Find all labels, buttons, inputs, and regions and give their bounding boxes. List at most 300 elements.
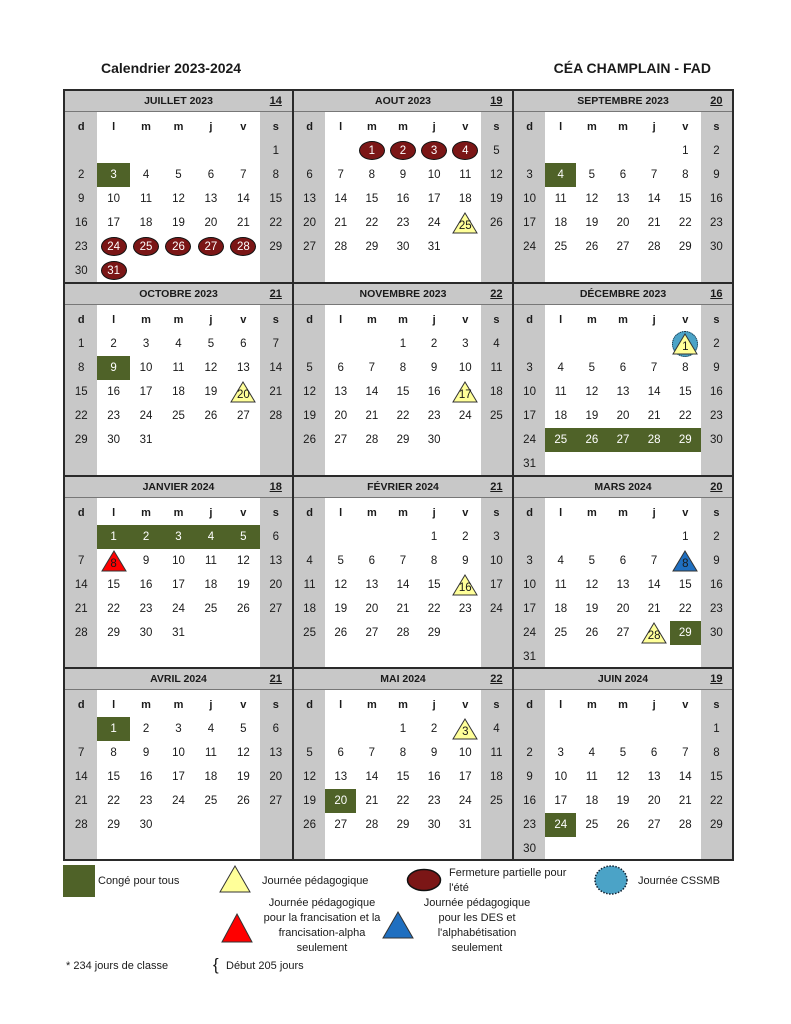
day-cell [294,380,325,404]
day-number: 18 [554,603,568,615]
day-number: 16 [139,771,153,783]
day-number: 8 [399,362,407,374]
day-cell [607,813,638,837]
day-number: 26 [204,410,218,422]
day-cell [356,163,387,187]
day-cell [514,452,545,475]
day-cell [450,163,481,187]
day-cell [514,573,545,597]
day-header: d [306,507,313,519]
day-cell [356,573,387,597]
day-cell [325,813,356,837]
day-cell [97,525,129,549]
day-cell [227,765,259,789]
day-number: 9 [78,193,85,205]
day-number: 28 [334,241,348,253]
day-cell [481,380,512,404]
day-cell [639,813,670,837]
day-cell [481,597,512,621]
day-cell [419,139,450,163]
day-cell [356,404,387,428]
day-cell [227,380,259,404]
day-cell [514,187,545,211]
day-cell [260,717,292,741]
day-cell [195,741,227,765]
day-number: 10 [523,386,536,398]
day-number: 13 [334,386,348,398]
day-cell [607,597,638,621]
month-block [514,669,732,859]
day-number: 18 [303,603,316,615]
day-cell [97,235,129,259]
day-cell [450,525,481,549]
day-number: 22 [678,603,692,615]
month-block [294,284,512,475]
day-header: l [339,507,343,519]
day-cell [65,404,97,428]
day-number: 2 [713,338,720,350]
day-number: 7 [682,747,689,759]
day-cell [419,211,450,235]
day-number: 28 [236,241,250,253]
day-number: 17 [172,771,185,783]
day-number: 16 [710,193,723,205]
day-header: d [77,699,85,711]
week-count: 22 [490,673,503,685]
day-number: 31 [523,651,536,663]
day-number: 27 [365,627,379,639]
day-number: 25 [139,241,153,253]
month-name: FÉVRIER 2024 [367,481,439,493]
day-number: 11 [554,579,567,591]
day-cell [97,741,129,765]
day-cell [514,404,545,428]
day-number: 21 [678,795,692,807]
week-count: 21 [269,288,282,300]
day-cell [356,597,387,621]
day-number: 5 [175,169,182,181]
day-cell [419,235,450,259]
day-number: 3 [175,723,182,735]
month-name: NOVEMBRE 2023 [359,288,447,300]
day-number: 30 [139,627,153,639]
day-number: 18 [585,795,599,807]
day-number: 25 [204,795,218,807]
day-cell [670,813,701,837]
day-number: 15 [396,386,410,398]
day-number: 8 [399,747,407,759]
day-cell [514,380,545,404]
day-number: 17 [427,193,441,205]
day-number: 10 [458,747,472,759]
day-number: 16 [523,795,536,807]
day-header: m [398,121,408,133]
day-number: 29 [269,241,283,253]
day-cell [701,621,732,645]
day-number: 13 [204,193,218,205]
day-cell [97,163,129,187]
day-cell [576,211,607,235]
day-number: 6 [619,555,627,567]
day-cell [701,573,732,597]
day-header: v [462,121,469,133]
day-cell [639,765,670,789]
day-header: j [209,699,213,711]
day-number: 25 [490,410,503,422]
day-cell [227,211,259,235]
day-cell [576,597,607,621]
day-cell [356,356,387,380]
day-number: 21 [269,386,283,398]
day-cell [65,211,97,235]
day-cell [65,259,97,282]
week-count: 19 [490,95,503,107]
day-number: 22 [427,603,441,615]
day-number: 1 [272,145,279,157]
day-number: 3 [526,169,533,181]
day-number: 19 [334,603,348,615]
day-number: 24 [554,819,568,831]
day-number: 28 [396,627,410,639]
day-header: l [559,507,563,519]
day-number: 20 [334,795,348,807]
day-number: 24 [458,410,472,422]
day-cell [97,380,129,404]
day-number: 1 [399,723,407,735]
month-block [514,477,732,667]
day-cell [97,211,129,235]
week-count: 20 [710,481,723,493]
legend-conge-label: Congé pour tous [98,875,180,887]
day-cell [514,428,545,452]
day-number: 27 [269,795,283,807]
day-cell [294,187,325,211]
day-number: 20 [616,603,630,615]
day-cell [514,597,545,621]
day-number: 31 [172,627,185,639]
day-header: m [173,507,184,519]
day-cell [195,356,227,380]
day-number: 31 [458,819,472,831]
day-number: 30 [74,265,88,277]
day-number: 31 [139,434,153,446]
day-number: 5 [588,362,596,374]
day-header: l [339,121,343,133]
day-cell [130,211,162,235]
day-number: 23 [396,217,410,229]
month-block [294,669,512,859]
day-number: 24 [172,795,185,807]
day-number: 18 [490,771,503,783]
day-cell [481,741,512,765]
day-cell [481,789,512,813]
day-header: l [339,314,343,326]
day-number: 9 [462,555,469,567]
day-cell [387,404,418,428]
day-number: 2 [78,169,85,181]
day-number: 1 [682,145,689,157]
day-number: 14 [74,579,88,591]
day-cell [260,211,292,235]
day-number: 3 [110,169,117,181]
day-cell [65,356,97,380]
day-number: 18 [490,386,503,398]
day-cell [325,621,356,645]
day-number: 15 [427,579,441,591]
day-number: 21 [365,410,379,422]
month-block [514,284,732,475]
day-cell [227,717,259,741]
day-cell [325,235,356,259]
day-cell [576,789,607,813]
day-number: 22 [678,410,692,422]
day-cell [227,163,259,187]
day-number: 25 [554,434,568,446]
day-number: 29 [678,241,692,253]
day-number: 10 [523,579,536,591]
day-cell [294,621,325,645]
day-number: 6 [619,169,627,181]
day-number: 27 [647,819,661,831]
day-header: v [462,314,469,326]
day-cell [356,741,387,765]
day-cell [701,163,732,187]
day-number: 29 [678,434,692,446]
day-number: 10 [107,193,121,205]
day-cell [97,573,129,597]
day-number: 14 [647,386,661,398]
day-cell [670,621,701,645]
day-cell [670,597,701,621]
day-number: 7 [368,362,376,374]
day-number: 15 [269,193,283,205]
day-number: 29 [427,627,441,639]
day-number: 19 [585,410,599,422]
day-cell [545,187,576,211]
day-cell [701,789,732,813]
day-number: 8 [368,169,376,181]
day-number: 10 [139,362,153,374]
day-number: 6 [368,555,376,567]
day-number: 30 [523,843,536,855]
day-number: 21 [74,603,88,615]
day-cell [701,525,732,549]
day-number: 19 [616,795,630,807]
day-number: 6 [240,338,247,350]
day-cell [97,187,129,211]
day-number: 29 [678,627,692,639]
month-name: MAI 2024 [380,673,426,685]
day-number: 20 [616,410,630,422]
day-cell [387,597,418,621]
day-number: 22 [396,410,410,422]
day-number: 20 [236,389,250,401]
school-name: CÉA CHAMPLAIN - FAD [553,60,711,76]
day-cell [97,765,129,789]
day-number: 8 [110,747,117,759]
day-number: 14 [334,193,348,205]
day-cell [162,621,194,645]
day-number: 11 [554,193,567,205]
day-cell [260,765,292,789]
day-header: d [526,121,533,133]
day-cell [670,380,701,404]
day-number: 13 [616,386,630,398]
day-number: 1 [682,341,689,353]
day-cell [576,404,607,428]
day-number: 8 [110,558,117,570]
day-number: 5 [588,169,596,181]
day-number: 4 [142,169,150,181]
day-number: 28 [647,434,661,446]
day-number: 12 [585,193,599,205]
brace-mark: { [213,955,219,974]
day-number: 16 [427,771,441,783]
month-block [514,91,732,282]
day-cell [545,163,576,187]
day-number: 19 [204,386,218,398]
day-cell [325,404,356,428]
day-cell [162,187,194,211]
day-number: 17 [523,217,536,229]
day-number: 4 [306,555,313,567]
day-number: 25 [490,795,503,807]
day-number: 10 [172,747,185,759]
day-header: j [209,121,213,133]
day-header: s [272,699,279,711]
day-number: 13 [647,771,661,783]
day-cell [670,235,701,259]
day-number: 27 [236,410,250,422]
legend-pedagogique-label: Journée pédagogique [262,875,369,887]
day-number: 28 [269,410,283,422]
day-number: 1 [713,723,720,735]
day-cell [130,187,162,211]
day-number: 2 [142,723,150,735]
day-number: 23 [523,819,536,831]
day-cell [514,235,545,259]
day-number: 31 [427,241,441,253]
day-number: 14 [647,193,661,205]
day-cell [545,356,576,380]
day-number: 30 [710,434,723,446]
day-number: 9 [142,747,150,759]
day-header: m [366,121,377,133]
day-cell [356,549,387,573]
day-number: 19 [585,603,599,615]
day-cell [65,597,97,621]
day-number: 13 [616,579,630,591]
day-number: 12 [616,771,630,783]
day-cell [514,549,545,573]
day-cell [607,404,638,428]
day-cell [65,573,97,597]
day-number: 13 [236,362,250,374]
footnote-class-days: * 234 jours de classe [66,960,169,972]
day-number: 14 [365,771,379,783]
day-number: 5 [306,362,313,374]
day-number: 19 [303,410,316,422]
day-number: 24 [523,627,536,639]
day-cell [701,187,732,211]
day-number: 7 [78,555,85,567]
day-number: 3 [175,531,182,543]
day-number: 14 [269,362,283,374]
day-number: 27 [616,434,630,446]
month-divider-horizontal [65,667,732,669]
day-cell [162,356,194,380]
day-number: 18 [458,193,472,205]
day-header: v [240,507,247,519]
day-cell [481,187,512,211]
day-number: 31 [523,458,536,470]
day-number: 24 [107,241,121,253]
day-cell [701,765,732,789]
day-header: l [112,507,116,519]
day-cell [419,163,450,187]
month-name: AVRIL 2024 [150,673,207,685]
day-number: 26 [236,603,250,615]
day-number: 1 [78,338,85,350]
day-header: v [682,507,689,519]
day-number: 22 [269,217,283,229]
day-number: 21 [334,217,348,229]
day-cell [545,765,576,789]
day-header: v [240,314,247,326]
day-cell [576,163,607,187]
day-header: m [173,314,184,326]
day-header: m [366,699,377,711]
day-cell [450,380,481,404]
day-cell [130,621,162,645]
day-number: 4 [462,145,469,157]
day-header: l [559,121,563,133]
legend-pedagogique-triangle-icon [218,864,252,894]
month-divider-horizontal [65,475,732,477]
day-cell [450,597,481,621]
day-number: 16 [710,386,723,398]
day-cell [260,235,292,259]
day-cell [130,573,162,597]
day-number: 17 [139,386,153,398]
day-cell [260,573,292,597]
day-number: 10 [172,555,185,567]
day-number: 5 [588,555,596,567]
day-cell [97,356,129,380]
day-cell [607,621,638,645]
day-cell [227,356,259,380]
day-number: 15 [107,771,121,783]
day-header: s [713,314,720,326]
day-number: 23 [74,241,88,253]
day-cell [639,404,670,428]
day-number: 17 [458,389,472,401]
day-cell [387,621,418,645]
day-cell [195,573,227,597]
day-cell [356,621,387,645]
day-number: 28 [365,434,379,446]
day-header: s [272,121,279,133]
day-number: 17 [458,771,472,783]
day-number: 23 [107,410,121,422]
day-number: 9 [430,747,438,759]
day-cell [162,765,194,789]
day-number: 12 [585,386,599,398]
day-cell [65,332,97,356]
day-header: l [112,699,116,711]
day-cell [670,187,701,211]
day-cell [130,789,162,813]
